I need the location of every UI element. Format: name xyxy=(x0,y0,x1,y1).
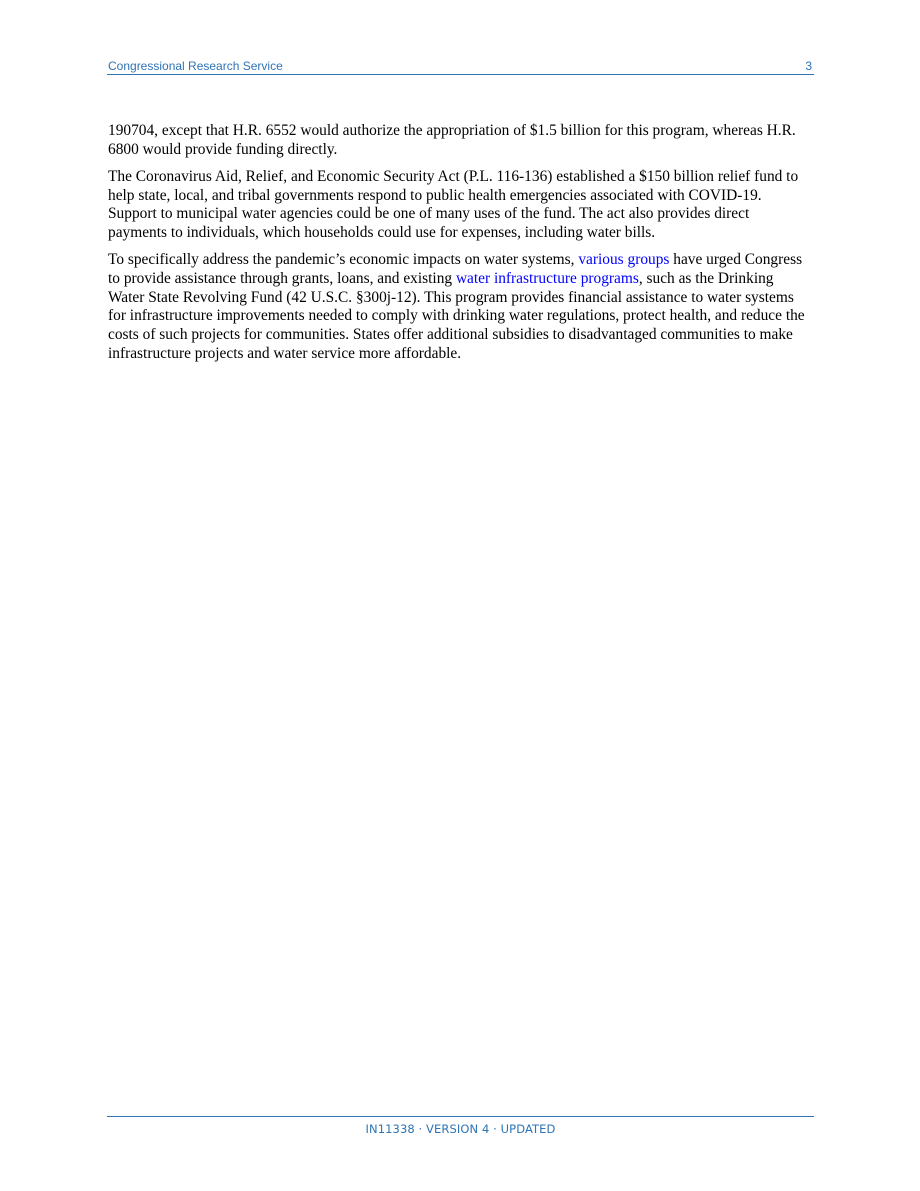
page-footer xyxy=(107,1116,814,1136)
document-body xyxy=(108,122,810,372)
footer-document-id: IN11338 · VERSION 4 · UPDATED xyxy=(365,1122,556,1136)
page-header xyxy=(107,57,814,75)
paragraph-text: have urged Congress to provide assistance through grants, loans, and existing xyxy=(108,251,803,287)
link-water-infrastructure-programs[interactable]: water infrastructure programs xyxy=(455,269,639,287)
paragraph-continuation: 190704, except that H.R. 6552 would authorize the appropriation of $1.5 billion for this program, whereas H.R. 6800 would provide funding directly. xyxy=(108,122,796,158)
paragraph-text: , such as the Drinking Water State Revolving Fund (42 U.S.C. §300j-12). This program provides financial assistance to water systems for infrastructure improvements needed to comply with drinking water regulations, protect health, and reduce the costs of such projects for communities. States offer additional subsidies to disadvantaged communities to make infrastructure projects and water service more affordable. xyxy=(108,269,805,362)
paragraph-text: To specifically address the pandemic’s economic impacts on water systems, xyxy=(108,251,579,269)
header-page-number: 3 xyxy=(805,59,812,73)
header-source-title: Congressional Research Service xyxy=(108,59,283,73)
paragraph-water-systems xyxy=(108,251,810,363)
link-various-groups[interactable]: various groups xyxy=(578,251,670,269)
paragraph-cares-act: The Coronavirus Aid, Relief, and Economic Security Act (P.L. 116-136) established a $150 billion relief fund to help state, local, and tribal governments respond to public health emergencies associated with COVID-19. Support to municipal water agencies could be one of many uses of the fund. The act also provides direct payments to individuals, which households could use for expenses, including water bills. xyxy=(108,167,799,242)
